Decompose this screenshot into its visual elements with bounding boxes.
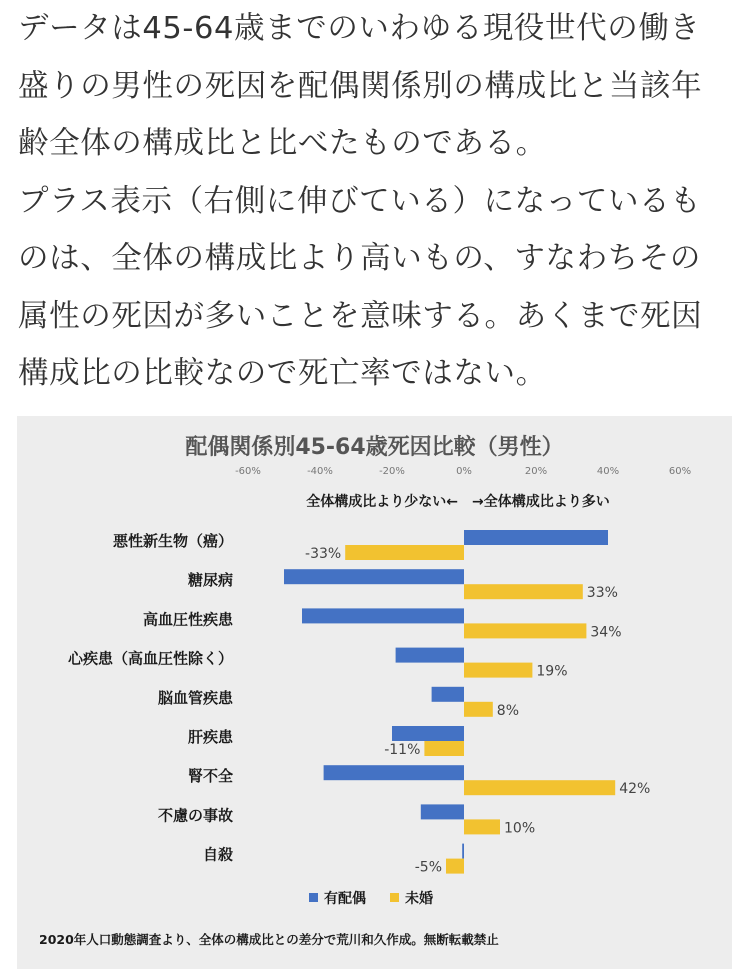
- category-label: 悪性新生物（癌）: [112, 532, 233, 550]
- intro-line: のは、全体の構成比より高いもの、すなわちその: [18, 241, 701, 276]
- bar-married: [464, 530, 608, 545]
- data-label-unmarried: -33%: [305, 546, 342, 562]
- data-label-unmarried: 19%: [536, 663, 568, 680]
- category-label: 不慮の事故: [157, 806, 233, 825]
- data-label-unmarried: 10%: [504, 820, 536, 837]
- bar-married: [421, 804, 464, 819]
- bar-unmarried: [464, 780, 615, 795]
- x-tick-label: 20%: [524, 466, 548, 477]
- x-tick-label: -40%: [307, 466, 333, 477]
- annotation-more-than-total: →全体構成比より多い: [472, 494, 610, 510]
- bar-unmarried: [464, 584, 583, 599]
- intro-line: 齢全体の構成比と比べたものである。: [18, 126, 547, 161]
- data-label-unmarried: -11%: [384, 742, 421, 758]
- data-label-unmarried: 34%: [590, 624, 622, 641]
- chart-title: 配偶関係別45-64歳死因比較（男性）: [185, 435, 564, 460]
- annotation-less-than-total: 全体構成比より少ない←: [306, 494, 458, 510]
- legend-label-unmarried: 未婚: [405, 891, 433, 907]
- bar-married: [432, 687, 464, 702]
- bar-married: [462, 844, 464, 859]
- category-label: 糖尿病: [187, 571, 233, 590]
- bar-unmarried: [464, 623, 586, 638]
- data-label-unmarried: 42%: [619, 781, 651, 798]
- bar-unmarried: [464, 663, 532, 678]
- category-label: 心疾患（高血圧性除く）: [67, 649, 233, 668]
- bar-unmarried: [464, 819, 500, 834]
- bar-chart: [17, 416, 732, 926]
- intro-line: プラス表示（右側に伸びている）になっているも: [18, 183, 702, 219]
- intro-line: データは45-64歳までのいわゆる現役世代の働き: [18, 11, 701, 46]
- x-tick-label: 0%: [456, 466, 472, 477]
- data-label-unmarried: 33%: [586, 585, 618, 602]
- x-tick-label: 60%: [668, 466, 692, 477]
- x-tick-label: 40%: [596, 466, 620, 477]
- x-tick-label: -20%: [379, 466, 405, 477]
- legend-label-married: 有配偶: [324, 891, 366, 907]
- category-label: 腎不全: [187, 767, 233, 786]
- bar-married: [392, 726, 464, 741]
- data-label-unmarried: -5%: [414, 859, 442, 876]
- bar-married: [302, 608, 464, 623]
- category-label: 肝疾患: [187, 728, 233, 746]
- data-label-unmarried: 8%: [496, 702, 520, 719]
- bar-unmarried: [464, 702, 493, 717]
- bar-married: [324, 765, 464, 780]
- bar-unmarried: [345, 545, 464, 560]
- legend-swatch-married: [309, 893, 318, 902]
- category-label: 脳血管疾患: [157, 688, 233, 707]
- intro-line: 構成比の比較なので死亡率ではない。: [18, 356, 547, 391]
- chart-panel: [17, 416, 732, 969]
- bar-married: [396, 648, 464, 663]
- bar-unmarried: [424, 741, 464, 756]
- chart-credit: 2020年人口動態調査より、全体の構成比との差分で荒川和久作成。無断転載禁止: [39, 932, 499, 947]
- intro-line: 属性の死因が多いことを意味する。あくまで死因: [18, 298, 703, 334]
- intro-text: [18, 0, 738, 403]
- bar-married: [284, 569, 464, 584]
- intro-line: 盛りの男性の死因を配偶関係別の構成比と当該年: [18, 68, 703, 104]
- bar-unmarried: [446, 859, 464, 874]
- category-label: 高血圧性疾患: [142, 610, 233, 629]
- x-tick-label: -60%: [235, 466, 261, 477]
- category-label: 自殺: [202, 845, 233, 864]
- legend-swatch-unmarried: [390, 893, 399, 902]
